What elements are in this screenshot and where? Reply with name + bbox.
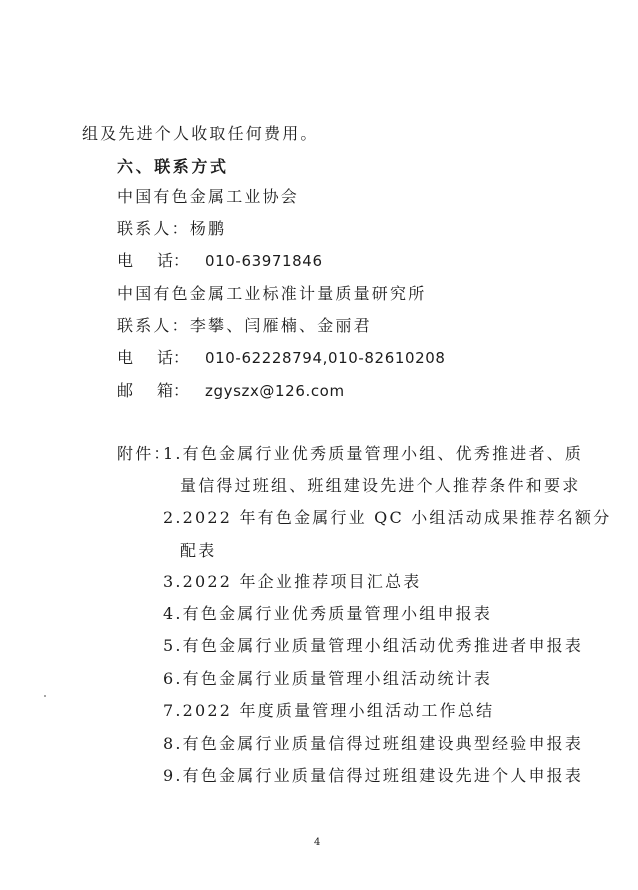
- phone-number-1: 010-63971846: [205, 252, 323, 270]
- email-address: zgyszx@126.com: [205, 382, 345, 400]
- intro-continuation: 组及先进个人收取任何费用。: [82, 124, 319, 143]
- phone-number-2: 010-62228794,010-82610208: [205, 349, 446, 367]
- email-row: [117, 381, 345, 401]
- contact-org-2: 中国有色金属工业标准计量质量研究所: [117, 284, 427, 303]
- contact-heading: 六、联系方式: [117, 157, 229, 176]
- contact-person-label: 联系人：: [117, 219, 190, 238]
- attachment-item-7: 7.2022 年度质量管理小组活动工作总结: [163, 701, 495, 720]
- contact-person-label: 联系人：: [117, 316, 190, 335]
- contact-person-name: 杨鹏: [189, 219, 227, 238]
- attachment-item-3: 3.2022 年企业推荐项目汇总表: [163, 572, 422, 591]
- attachment-item-2-cont: 配表: [180, 541, 217, 560]
- email-label: 邮 箱：: [117, 381, 190, 400]
- scan-speck: [44, 695, 46, 697]
- contact-person-2: [117, 316, 372, 336]
- attachment-item-1-cont: 量信得过班组、班组建设先进个人推荐条件和要求: [180, 476, 581, 495]
- page-number: 4: [314, 837, 321, 848]
- attachment-item-1: 1.有色金属行业优秀质量管理小组、优秀推进者、质: [163, 444, 584, 463]
- contact-org-1: 中国有色金属工业协会: [117, 187, 300, 206]
- attachment-item-8: 8.有色金属行业质量信得过班组建设典型经验申报表: [163, 734, 584, 753]
- phone-label: 电 话：: [117, 348, 190, 367]
- contact-person-names: 李攀、闫雁楠、金丽君: [189, 316, 372, 335]
- attachment-item-9: 9.有色金属行业质量信得过班组建设先进个人申报表: [163, 766, 584, 785]
- contact-person-1: [117, 219, 226, 239]
- attachment-item-4: 4.有色金属行业优秀质量管理小组申报表: [163, 604, 493, 623]
- attachment-item-2: 2.2022 年有色金属行业 QC 小组活动成果推荐名额分: [163, 508, 612, 527]
- attachment-item-6: 6.有色金属行业质量管理小组活动统计表: [163, 669, 493, 688]
- phone-row-1: [117, 251, 323, 271]
- attachment-item-5: 5.有色金属行业质量管理小组活动优秀推进者申报表: [163, 636, 584, 655]
- phone-label: 电 话：: [117, 251, 190, 270]
- attachments-label: 附件：: [117, 444, 172, 463]
- phone-row-2: [117, 348, 446, 368]
